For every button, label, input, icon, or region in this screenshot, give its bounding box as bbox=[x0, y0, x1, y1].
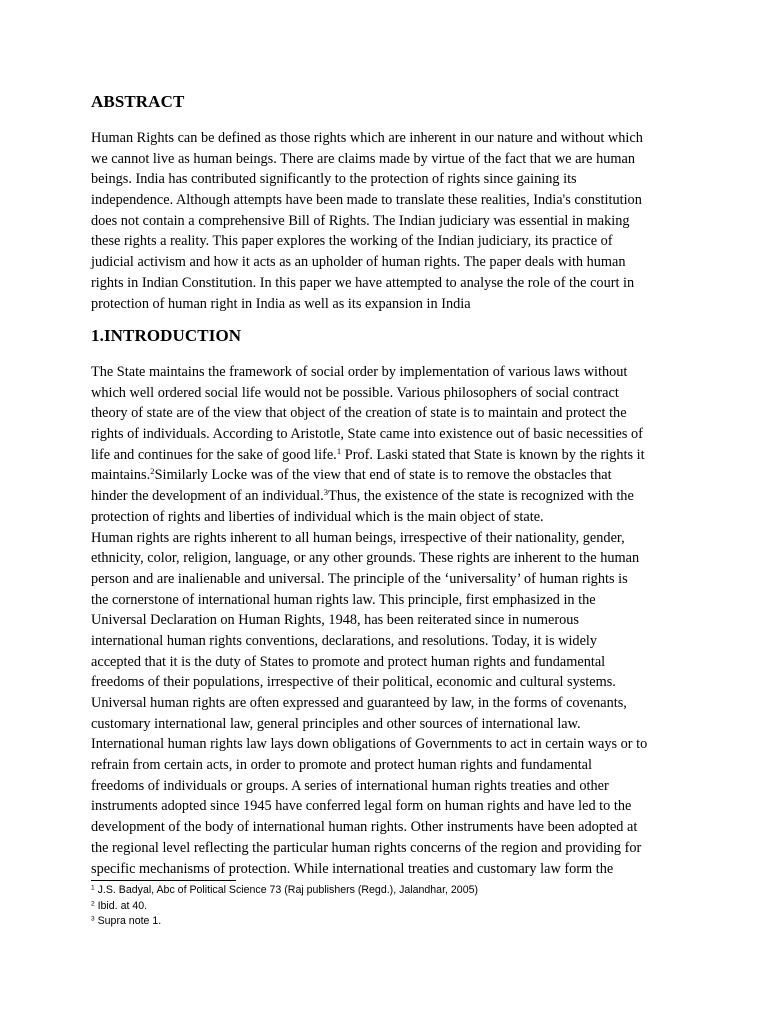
footnote-marker: 1 bbox=[91, 884, 95, 892]
text-line: freedoms of their populations, irrespective of their political, economic and cultural systems. bbox=[91, 674, 616, 691]
text-line: the regional level reflecting the particular human rights concerns of the region and providing for bbox=[91, 839, 642, 856]
text-line: ethnicity, color, religion, language, or any other grounds. These rights are inherent to the human bbox=[91, 550, 640, 567]
text-line: judicial activism and how it acts as an upholder of human rights. The paper deals with human bbox=[91, 254, 626, 271]
text-line: refrain from certain acts, in order to promote and protect human rights and fundamental bbox=[91, 757, 593, 774]
text-line: these rights a reality. This paper explores the working of the Indian judiciary, its practice of bbox=[91, 233, 613, 250]
footnote-2 bbox=[91, 899, 478, 915]
footnote-ref-3[interactable]: 3 bbox=[323, 487, 329, 498]
text-line: person and are inalienable and universal. The principle of the ‘universality’ of human rights is bbox=[91, 570, 628, 587]
footnote-1 bbox=[91, 883, 478, 899]
introduction-paragraph bbox=[91, 362, 691, 879]
text-line: protection of human right in India as well as its expansion in India bbox=[91, 295, 471, 312]
text-line: Human rights are rights inherent to all human beings, irrespective of their nationality, gender, bbox=[91, 529, 625, 546]
text-line: we cannot live as human beings. There are claims made by virtue of the fact that we are human bbox=[91, 150, 636, 167]
text-line: beings. India has contributed significantly to the protection of rights since gaining its bbox=[91, 171, 577, 188]
footnote-ref-2[interactable]: 2 bbox=[150, 466, 155, 477]
text-line-with-footnote bbox=[91, 445, 691, 466]
text-line: instruments adopted since 1945 have conferred legal form on human rights and have led to the bbox=[91, 798, 632, 815]
text-line: freedoms of individuals or groups. A series of international human rights treaties and other bbox=[91, 777, 609, 794]
text-line: the cornerstone of international human rights law. This principle, first emphasized in the bbox=[91, 591, 596, 608]
footnote-marker: 2 bbox=[91, 899, 95, 907]
footnotes bbox=[91, 883, 478, 930]
text-line: rights in Indian Constitution. In this paper we have attempted to analyse the role of the court in bbox=[91, 274, 635, 291]
text-line: customary international law, general principles and other sources of international law. bbox=[91, 715, 581, 732]
text-line: International human rights law lays down obligations of Governments to act in certain ways or to bbox=[91, 736, 648, 753]
footnote-separator bbox=[91, 880, 236, 881]
text-line-with-footnote bbox=[91, 465, 691, 486]
text-segment: life and continues for the sake of good life. bbox=[91, 446, 337, 463]
text-line: does not contain a comprehensive Bill of Rights. The Indian judiciary was essential in making bbox=[91, 212, 630, 229]
text-line: international human rights conventions, declarations, and resolutions. Today, it is widely bbox=[91, 632, 598, 649]
text-line: rights of individuals. According to Aristotle, State came into existence out of basic necessities of bbox=[91, 426, 643, 443]
text-line: Universal Declaration on Human Rights, 1948, has been reiterated since in numerous bbox=[91, 612, 579, 629]
text-line: development of the body of international human rights. Other instruments have been adopted at bbox=[91, 819, 638, 836]
abstract-paragraph bbox=[91, 128, 691, 314]
footnote-marker: 3 bbox=[91, 915, 95, 923]
text-line: Universal human rights are often expressed and guaranteed by law, in the forms of covenants, bbox=[91, 695, 627, 711]
text-line: The State maintains the framework of social order by implementation of various laws without bbox=[91, 364, 628, 380]
footnote-ref-1[interactable]: 1 bbox=[336, 445, 342, 456]
text-segment: Similarly Locke was of the view that end of state is to remove the obstacles that bbox=[154, 467, 612, 484]
text-line-with-footnote bbox=[91, 486, 691, 507]
introduction-heading: 1.INTRODUCTION bbox=[91, 326, 242, 345]
footnote-3 bbox=[91, 914, 478, 930]
text-segment: hinder the development of an individual. bbox=[91, 488, 324, 505]
text-segment: Prof. Laski stated that State is known by the rights it bbox=[341, 446, 645, 463]
text-line: accepted that it is the duty of States to promote and protect human rights and fundamental bbox=[91, 653, 606, 670]
text-segment: maintains. bbox=[91, 467, 151, 484]
footnote-text: Supra note 1. bbox=[94, 915, 162, 928]
text-line: which well ordered social life would not be possible. Various philosophers of social contract bbox=[91, 384, 619, 401]
text-line: theory of state are of the view that object of the creation of state is to maintain and protect the bbox=[91, 405, 627, 422]
text-segment: Thus, the existence of the state is recognized with the bbox=[328, 488, 634, 505]
text-line: specific mechanisms of protection. While international treaties and customary law form the bbox=[91, 860, 614, 877]
footnote-text: Ibid. at 40. bbox=[94, 899, 148, 912]
text-line: Human Rights can be defined as those rights which are inherent in our nature and without which bbox=[91, 130, 643, 146]
abstract-heading: ABSTRACT bbox=[91, 92, 185, 111]
text-line: protection of rights and liberties of individual which is the main object of state. bbox=[91, 508, 544, 525]
footnote-text: J.S. Badyal, Abc of Political Science 73 (Raj publishers (Regd.), Jalandhar, 2005) bbox=[94, 884, 479, 896]
text-line: independence. Although attempts have been made to translate these realities, India's constitution bbox=[91, 192, 642, 209]
